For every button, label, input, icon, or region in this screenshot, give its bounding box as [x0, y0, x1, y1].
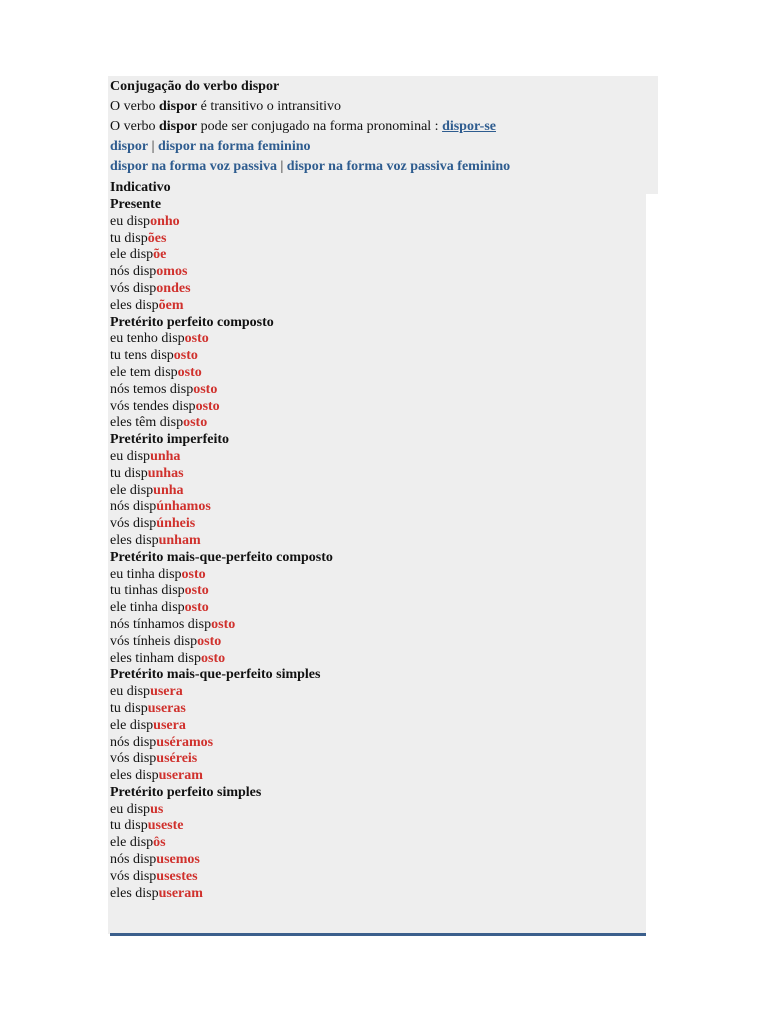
mood-title: Indicativo [110, 180, 171, 195]
conjugation-ending: ões [147, 230, 167, 246]
conjugation-row [110, 231, 655, 248]
conjugation-row [110, 331, 655, 348]
conjugation-ending: unha [150, 448, 181, 464]
conjugation-row [110, 583, 655, 600]
conjugation-ending: omos [156, 264, 188, 280]
conjugation-ending: osto [184, 600, 209, 616]
tense-title: Pretérito mais-que-perfeito simples [110, 667, 321, 683]
conjugation-ending: usera [150, 684, 183, 700]
conjugation-row [110, 449, 655, 466]
conjugation-ending: õe [153, 247, 167, 263]
conjugation-stem: nós tínhamos disp [110, 616, 212, 632]
conjugation-stem: eu disp [110, 448, 151, 464]
verb-type-line [110, 97, 655, 117]
tense-title: Presente [110, 197, 162, 212]
conjugation-ending: osto [177, 364, 202, 380]
conjugation-row [110, 818, 655, 835]
conjugation-ending: ôs [153, 835, 166, 851]
conjugation-row [110, 533, 655, 550]
conjugation-row [110, 415, 655, 432]
conjugation-stem: eles disp [110, 768, 159, 784]
conjugation-stem: tu tinhas disp [110, 583, 185, 599]
passive-links-line [110, 157, 655, 177]
verb-name: dispor [159, 119, 198, 134]
conjugation-ending: ondes [156, 280, 191, 296]
conjugation-ending: osto [183, 415, 208, 431]
conjugation-stem: vós tínheis disp [110, 633, 198, 649]
conjugation-stem: tu disp [110, 230, 148, 246]
conjugation-stem: ele disp [110, 717, 154, 733]
bottom-rule [110, 933, 646, 936]
conjugation-row [110, 869, 655, 886]
conjugation-stem: nós temos disp [110, 381, 194, 397]
conjugation-stem: nós disp [110, 264, 157, 280]
conjugation-row [110, 802, 655, 819]
conjugation-stem: eu tinha disp [110, 566, 182, 582]
conjugation-row [110, 365, 655, 382]
tense-title: Pretérito perfeito simples [110, 784, 262, 800]
separator: | [276, 159, 287, 174]
conjugation-stem: ele tinha disp [110, 600, 185, 616]
tenses-list [110, 197, 655, 902]
conjugation-ending: uséramos [156, 734, 214, 750]
separator: | [148, 139, 158, 154]
conjugation-ending: osto [173, 348, 198, 364]
conjugation-row [110, 634, 655, 651]
conjugation-ending: õem [158, 297, 184, 313]
conjugation-row [110, 651, 655, 668]
page-title: Conjugação do verbo dispor [110, 79, 280, 94]
conjugation-stem: ele disp [110, 247, 154, 263]
conjugation-row [110, 751, 655, 768]
conjugation-ending: únheis [156, 516, 196, 532]
forms-links-line [110, 137, 655, 157]
link-dispor[interactable]: dispor [110, 139, 149, 154]
conjugation-ending: osto [184, 583, 209, 599]
conjugation-ending: usera [153, 717, 186, 733]
conjugation-ending: unhas [147, 465, 184, 481]
conjugation-stem: eles disp [110, 885, 159, 901]
conjugation-ending: únhamos [156, 499, 211, 515]
tense-title: Pretérito imperfeito [110, 432, 230, 448]
conjugation-row [110, 281, 655, 298]
conjugation-stem: ele disp [110, 835, 154, 851]
conjugation-ending: usemos [156, 852, 200, 868]
conjugation-stem: ele tem disp [110, 364, 178, 380]
conjugation-row [110, 466, 655, 483]
conjugation-row [110, 298, 655, 315]
conjugation-row [110, 499, 655, 516]
conjugation-row [110, 617, 655, 634]
conjugation-row [110, 567, 655, 584]
link-dispor-voz-passiva-feminino[interactable]: dispor na forma voz passiva feminino [286, 159, 511, 174]
text: é transitivo o intransitivo [197, 99, 341, 114]
conjugation-row [110, 684, 655, 701]
conjugation-ending: osto [184, 331, 209, 347]
conjugation-stem: nós disp [110, 734, 157, 750]
conjugation-ending: osto [211, 616, 236, 632]
link-dispor-voz-passiva[interactable]: dispor na forma voz passiva [110, 159, 277, 174]
conjugation-row [110, 852, 655, 869]
conjugation-stem: tu disp [110, 465, 148, 481]
conjugation-ending: useram [158, 885, 203, 901]
conjugation-stem: eu tenho disp [110, 331, 185, 347]
conjugation-row [110, 399, 655, 416]
text: O verbo [110, 99, 159, 114]
conjugation-row [110, 735, 655, 752]
conjugation-stem: tu disp [110, 700, 148, 716]
tense-title: Pretérito perfeito composto [110, 314, 274, 330]
conjugation-row [110, 483, 655, 500]
conjugation-stem: vós disp [110, 868, 157, 884]
conjugation-row [110, 600, 655, 617]
conjugation-ending: unha [153, 482, 184, 498]
conjugation-ending: usestes [156, 868, 198, 884]
conjugation-stem: eles disp [110, 532, 159, 548]
conjugation-row [110, 886, 655, 903]
conjugation-ending: osto [195, 398, 220, 414]
conjugation-stem: tu tens disp [110, 348, 174, 364]
conjugation-stem: eu disp [110, 213, 151, 229]
pronominal-line [110, 117, 655, 137]
conjugation-stem: tu disp [110, 818, 148, 834]
conjugation-stem: eu disp [110, 684, 151, 700]
conjugation-ending: osto [201, 650, 226, 666]
conjugation-row [110, 382, 655, 399]
verb-name: dispor [159, 99, 198, 114]
conjugation-stem: nós disp [110, 852, 157, 868]
link-dispor-feminino[interactable]: dispor na forma feminino [157, 139, 311, 154]
conjugation-ending: unham [158, 532, 201, 548]
conjugation-row [110, 264, 655, 281]
text: pode ser conjugado na forma pronominal : [197, 119, 443, 134]
conjugation-ending: osto [193, 381, 218, 397]
content [110, 77, 655, 902]
link-dispor-se[interactable]: dispor-se [442, 119, 496, 134]
conjugation-stem: vós disp [110, 280, 157, 296]
conjugation-row [110, 701, 655, 718]
conjugation-stem: eles tinham disp [110, 650, 201, 666]
conjugation-stem: ele disp [110, 482, 154, 498]
conjugation-stem: eles disp [110, 297, 159, 313]
conjugation-row [110, 718, 655, 735]
conjugation-ending: onho [150, 213, 180, 229]
conjugation-row [110, 516, 655, 533]
conjugation-stem: eles têm disp [110, 415, 184, 431]
conjugation-stem: vós disp [110, 751, 157, 767]
conjugation-stem: eu disp [110, 801, 151, 817]
conjugation-ending: uséreis [156, 751, 198, 767]
conjugation-ending: useram [158, 768, 203, 784]
conjugation-row [110, 348, 655, 365]
tense-title: Pretérito mais-que-perfeito composto [110, 549, 333, 565]
conjugation-stem: vós tendes disp [110, 398, 196, 414]
conjugation-ending: us [150, 801, 164, 817]
conjugation-row [110, 768, 655, 785]
conjugation-ending: osto [197, 633, 222, 649]
conjugation-row [110, 247, 655, 264]
conjugation-ending: osto [181, 566, 206, 582]
conjugation-stem: vós disp [110, 516, 157, 532]
conjugation-row [110, 214, 655, 231]
conjugation-row [110, 835, 655, 852]
conjugation-ending: useras [147, 700, 186, 716]
text: O verbo [110, 119, 159, 134]
conjugation-ending: useste [147, 818, 184, 834]
conjugation-stem: nós disp [110, 499, 157, 515]
